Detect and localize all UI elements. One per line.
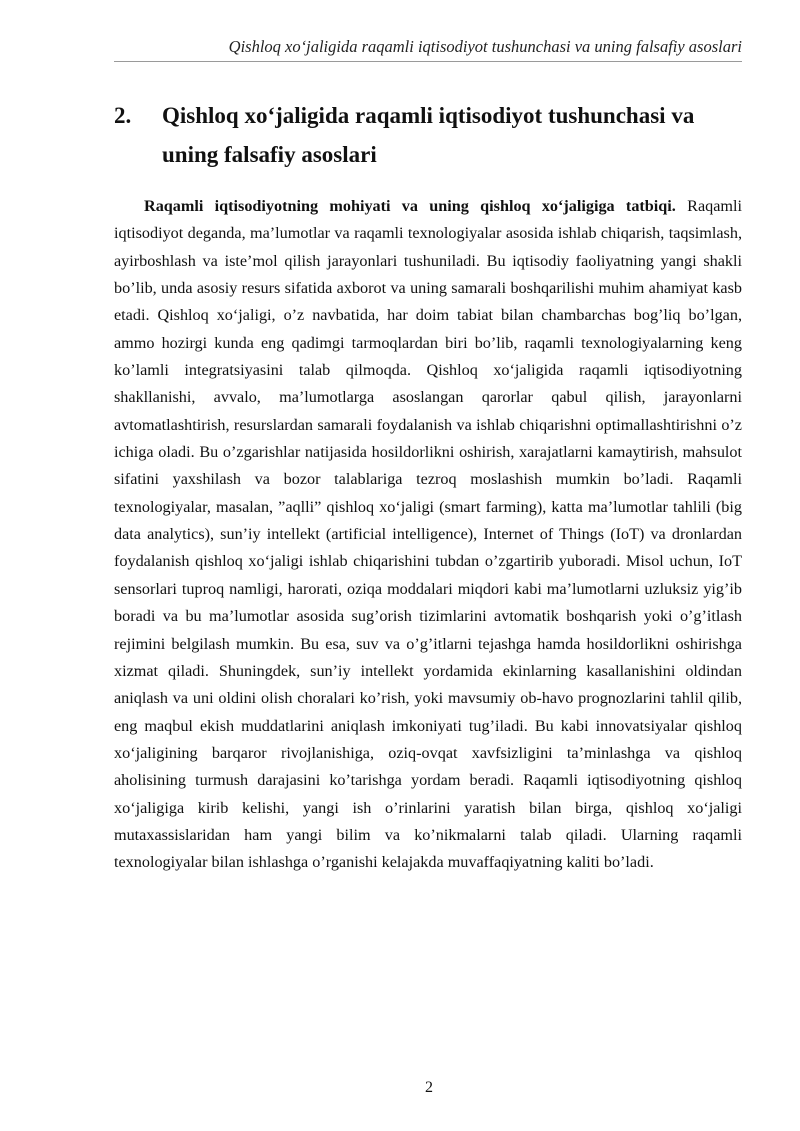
section-lead-heading: Raqamli iqtisodiyotning mohiyati va uning qishloq xo‘jaligiga tatbiqi. <box>144 197 676 215</box>
chapter-title: Qishloq xo‘jaligida raqamli iqtisodiyot tushunchasi va uning falsafiy asoslari <box>162 103 695 167</box>
page-number: 2 <box>425 1079 433 1096</box>
chapter-heading <box>114 96 742 174</box>
paragraph-text: Raqamli iqtisodiyot deganda, ma’lumotlar va raqamli texnologiyalar asosida ishlab chiqarish, taqsimlash, ayirboshlash va iste’mol qilish jarayonlari tushuniladi. Bu iqtisodiy faoliyatning yangi shakli bo’lib, unda asosiy resurs sifatida axborot va uning samarali boshqarilishi muhim ahamiyat kasb etadi. Qishloq xo‘jaligi, o’z navbatida, har doim tabiat bilan chambarchas bog’liq bo’lgan, ammo hozirgi kunda eng qadimgi tarmoqlardan biri bo’lib, raqamli texnologiyalarning keng ko’lamli integratsiyasini talab qilmoqda. Qishloq xo‘jaligida raqamli iqtisodiyotning shakllanishi, avvalo, ma’lumotlarga asoslangan qarorlar qabul qilish, jarayonlarni avtomatlashtirish, resurslardan samarali foydalanish va ishlab chiqarishni optimallashtirishni o’z ichiga oladi. Bu o’zgarishlar natijasida hosildorlikni oshirish, xarajatlarni kamaytirish, mahsulot sifatini yaxshilash va bozor talablariga tezroq moslashish mumkin bo’ladi. Raqamli texnologiyalar, masalan, ”aqlli” qishloq xo‘jaligi (smart farming), katta ma’lumotlar tahlili (big data analytics), sun’iy intellekt (artificial intelligence), Internet of Things (IoT) va dronlardan foydalanish qishloq xo‘jaligi ishlab chiqarishini tubdan o’zgartirib yuboradi. Misol uchun, IoT sensorlari tuproq namligi, harorati, oziqa moddalari miqdori kabi ma’lumotlarni uzluksiz yig’ib boradi va bu ma’lumotlar asosida sug’orish tizimlarini avtomatik boshqarish yoki o’g’itlash rejimini belgilash mumkin. Bu esa, suv va o’g’itlarni tejashga hamda hosildorlikni oshirishga xizmat qiladi. Shuningdek, sun’iy intellekt yordamida ekinlarning kasallanishini oldindan aniqlash va uni oldini olish choralari ko’rish, yoki mavsumiy ob-havo prognozlarini tahlil qilib, eng maqbul ekish muddatlarini aniqlash imkoniyati tug’iladi. Bu kabi innovatsiyalar qishloq xo‘jaligining barqaror rivojlanishiga, oziq-ovqat xavfsizligini ta’minlashga va qishloq aholisining turmush darajasini ko’tarishga yordam beradi. Raqamli iqtisodiyotning qishloq xo‘jaligiga kirib kelishi, yangi ish o’rinlarini yaratish bilan birga, qishloq xo‘jaligi mutaxassislaridan ham yangi bilim va ko’nikmalarni talab qiladi. Ularning raqamli texnologiyalar bilan ishlashga o’rganishi kelajakda muvaffaqiyatning kaliti bo’ladi. <box>114 197 742 872</box>
running-header: Qishloq xo‘jaligida raqamli iqtisodiyot tushunchasi va uning falsafiy asoslari <box>228 37 742 56</box>
chapter-number: 2. <box>114 103 132 128</box>
body-paragraph <box>114 193 742 877</box>
header-divider <box>114 61 742 62</box>
